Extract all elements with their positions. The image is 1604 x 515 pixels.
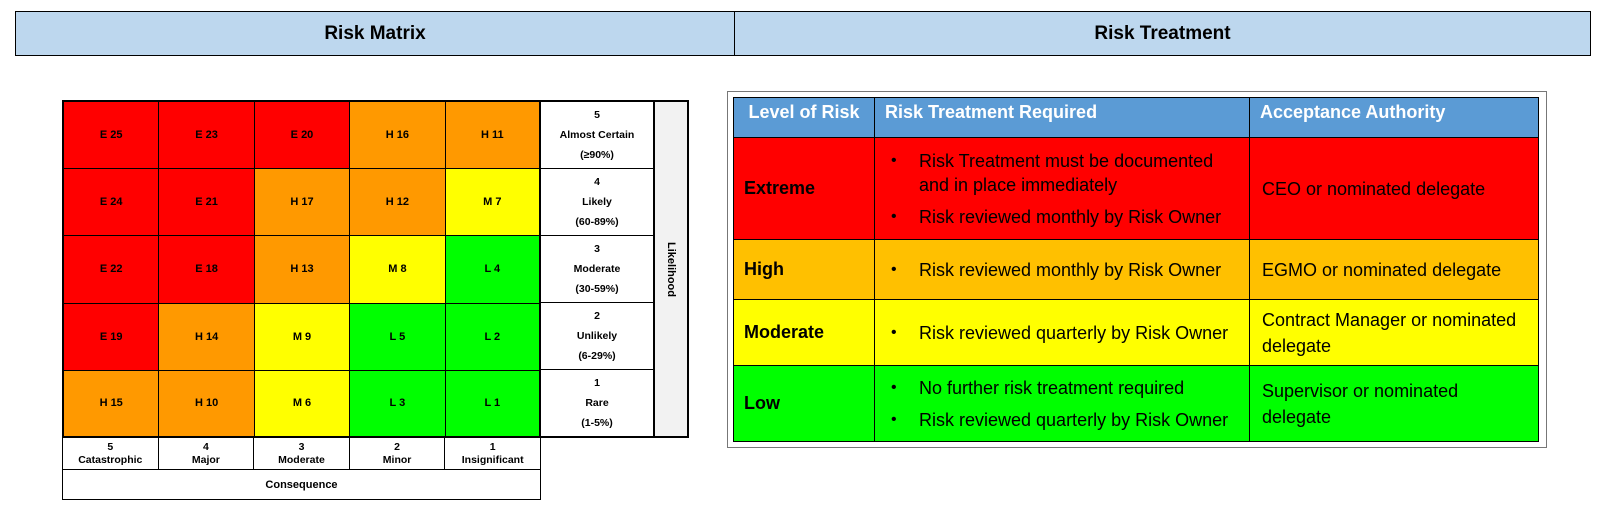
likelihood-level — [541, 102, 653, 169]
matrix-cell: E 21 — [159, 169, 254, 236]
likelihood-name: Moderate — [573, 263, 621, 275]
matrix-cell: L 3 — [350, 371, 445, 438]
matrix-cell: E 25 — [64, 102, 159, 169]
bullet-text: Risk Treatment must be documented and in place immediately — [919, 150, 1214, 195]
treatment-required-cell — [875, 300, 1250, 366]
acceptance-authority-cell: CEO or nominated delegate — [1250, 138, 1538, 240]
risk-level-cell: High — [734, 240, 875, 300]
bullet-icon: • — [891, 151, 897, 169]
matrix-cell: H 10 — [159, 371, 254, 438]
acceptance-authority-cell: EGMO or nominated delegate — [1250, 240, 1538, 300]
matrix-cell: E 24 — [64, 169, 159, 236]
matrix-cell: M 6 — [255, 371, 350, 438]
likelihood-number: 4 — [594, 176, 600, 188]
acceptance-authority-cell: Contract Manager or nominated delegate — [1250, 300, 1538, 366]
consequence-name: Catastrophic — [78, 453, 143, 466]
bullet-icon: • — [891, 410, 897, 428]
consequence-number: 3 — [298, 440, 305, 453]
likelihood-level — [541, 236, 653, 303]
bullet-icon: • — [891, 323, 897, 341]
matrix-cell: M 8 — [350, 236, 445, 303]
matrix-cell: E 19 — [64, 304, 159, 371]
bullet-item — [891, 321, 1239, 345]
consequence-number: 5 — [107, 440, 114, 453]
risk-matrix-title: Risk Matrix — [16, 12, 735, 55]
likelihood-range: (30-59%) — [575, 283, 619, 295]
matrix-cell: L 1 — [446, 371, 541, 438]
likelihood-level — [541, 370, 653, 436]
consequence-name: Insignificant — [461, 453, 524, 466]
risk-level-cell: Moderate — [734, 300, 875, 366]
consequence-number: 2 — [394, 440, 400, 453]
likelihood-range: (60-89%) — [575, 216, 619, 228]
likelihood-name: Almost Certain — [559, 129, 635, 141]
likelihood-level — [541, 303, 653, 370]
matrix-cell: H 11 — [446, 102, 541, 169]
bullet-item — [891, 408, 1239, 432]
consequence-name: Moderate — [278, 453, 325, 466]
acceptance-authority-cell: Supervisor or nominated delegate — [1250, 366, 1538, 441]
matrix-cell: H 17 — [255, 169, 350, 236]
table-header-cell: Level of Risk — [734, 98, 875, 138]
likelihood-name: Likely — [582, 196, 612, 208]
consequence-level — [254, 438, 350, 469]
consequence-level — [350, 438, 446, 469]
likelihood-range: (≥90%) — [580, 149, 614, 161]
likelihood-number: 3 — [594, 243, 600, 255]
likelihood-axis — [654, 100, 689, 438]
likelihood-title: Likelihood — [665, 241, 677, 297]
bullet-text: Risk reviewed quarterly by Risk Owner — [919, 322, 1229, 343]
risk-matrix — [62, 100, 689, 500]
table-header-cell: Acceptance Authority — [1250, 98, 1538, 138]
risk-treatment-table — [733, 97, 1539, 442]
matrix-cell: E 23 — [159, 102, 254, 169]
bullet-text: Risk reviewed monthly by Risk Owner — [919, 259, 1222, 280]
consequence-number: 4 — [202, 440, 209, 453]
matrix-cell: E 18 — [159, 236, 254, 303]
table-header-cell: Risk Treatment Required — [875, 98, 1250, 138]
matrix-cell: H 12 — [350, 169, 445, 236]
matrix-cell: H 16 — [350, 102, 445, 169]
risk-level-cell: Low — [734, 366, 875, 441]
matrix-cell: L 4 — [446, 236, 541, 303]
likelihood-name: Unlikely — [576, 330, 618, 342]
matrix-cell: E 22 — [64, 236, 159, 303]
likelihood-number: 5 — [594, 109, 600, 121]
likelihood-scale — [541, 100, 654, 438]
treatment-required-cell — [875, 366, 1250, 441]
bullet-item — [891, 149, 1239, 197]
bullet-item — [891, 205, 1239, 229]
likelihood-number: 2 — [594, 310, 600, 322]
consequence-level — [445, 438, 541, 469]
likelihood-name: Rare — [585, 397, 609, 409]
bullet-item — [891, 258, 1239, 282]
bullet-item — [891, 376, 1239, 400]
matrix-cell: L 2 — [446, 304, 541, 371]
bullet-text: Risk reviewed quarterly by Risk Owner — [919, 409, 1229, 430]
matrix-cell: M 7 — [446, 169, 541, 236]
matrix-grid — [62, 100, 541, 438]
consequence-name: Major — [191, 453, 220, 466]
risk-level-cell: Extreme — [734, 138, 875, 240]
bullet-icon: • — [891, 378, 897, 396]
risk-treatment-title: Risk Treatment — [1094, 22, 1231, 44]
consequence-level — [63, 438, 159, 469]
matrix-cell: E 20 — [255, 102, 350, 169]
bullet-text: Risk reviewed monthly by Risk Owner — [919, 206, 1222, 227]
matrix-cell: H 14 — [159, 304, 254, 371]
likelihood-number: 1 — [594, 377, 600, 389]
consequence-level — [159, 438, 255, 469]
consequence-name: Minor — [382, 453, 412, 466]
matrix-cell: L 5 — [350, 304, 445, 371]
consequence-number: 1 — [489, 440, 496, 453]
bullet-text: No further risk treatment required — [919, 377, 1185, 398]
matrix-cell: H 13 — [255, 236, 350, 303]
matrix-cell: H 15 — [64, 371, 159, 438]
bullet-icon: • — [891, 207, 897, 225]
likelihood-range: (1-5%) — [581, 417, 613, 429]
likelihood-level — [541, 169, 653, 236]
consequence-scale — [62, 438, 541, 470]
matrix-cell: M 9 — [255, 304, 350, 371]
risk-treatment-panel — [727, 91, 1547, 448]
treatment-required-cell — [875, 240, 1250, 300]
treatment-required-cell — [875, 138, 1250, 240]
likelihood-range: (6-29%) — [578, 350, 616, 362]
title-bar — [15, 11, 1591, 56]
bullet-icon: • — [891, 260, 897, 278]
consequence-title: Consequence — [62, 470, 541, 500]
